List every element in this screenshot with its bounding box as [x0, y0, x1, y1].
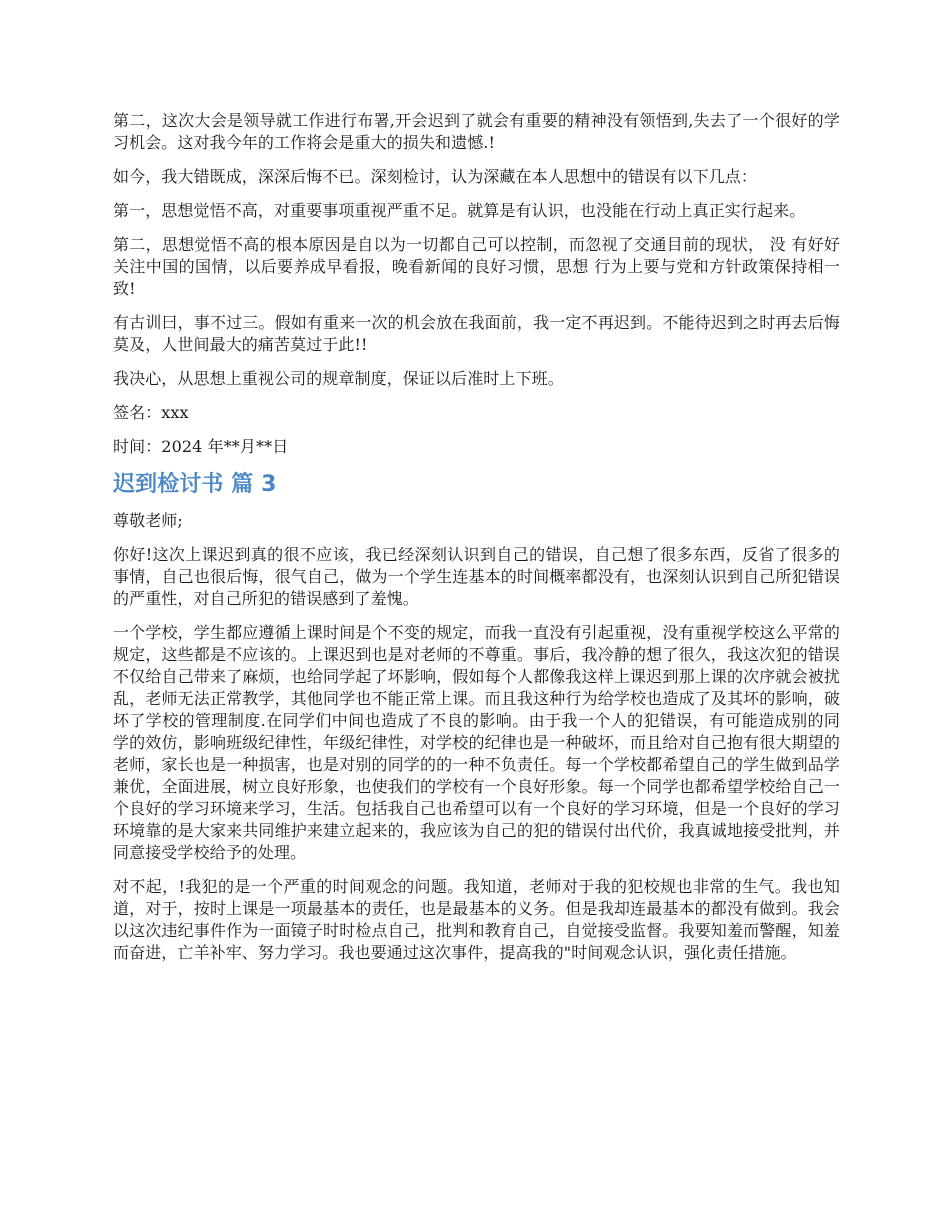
date-line: 时间：2024 年**月**日: [113, 437, 289, 456]
signature-line: 签名：xxx: [113, 403, 189, 422]
paragraph: 第二，思想觉悟不高的根本原因是自以为一切都自己可以控制，而忽视了交通目前的现状， 没 有好好关注中国的国情，以后要养成早看报，晚看新闻的良好习惯，思想 行为上要与党和方针政策保持相一致!: [113, 235, 840, 298]
paragraph: 我决心，从思想上重视公司的规章制度，保证以后准时上下班。: [113, 369, 564, 388]
paragraph: 有古训曰，事不过三。假如有重来一次的机会放在我面前，我一定不再迟到。不能待迟到之时再去后悔莫及，人世间最大的痛苦莫过于此!!: [113, 313, 840, 354]
section-heading: 迟到检讨书 篇 3: [113, 472, 277, 497]
salutation: 尊敬老师;: [113, 511, 183, 530]
paragraph: 你好!这次上课迟到真的很不应该，我已经深刻认识到自己的错误，自己想了很多东西，反省了很多的事情，自己也很后悔，很气自己，做为一个学生连基本的时间概率都没有，也深刻认识到自己所犯错误的严重性，对自己所犯的错误感到了羞愧。: [113, 545, 840, 608]
document-page: [113, 110, 840, 976]
paragraph: 第二，这次大会是领导就工作进行布署,开会迟到了就会有重要的精神没有领悟到,失去了一个很好的学习机会。这对我今年的工作将会是重大的损失和遗憾.!: [113, 111, 840, 152]
paragraph: 第一，思想觉悟不高，对重要事项重视严重不足。就算是有认识，也没能在行动上真正实行起来。: [113, 201, 806, 220]
paragraph: 一个学校，学生都应遵循上课时间是个不变的规定，而我一直没有引起重视，没有重视学校这么平常的规定，这些都是不应该的。上课迟到也是对老师的不尊重。事后，我冷静的想了很久，我这次犯的错误不仅给自己带来了麻烦，也给同学起了坏影响，假如每个人都像我这样上课迟到那上课的次序就会被扰乱，老师无法正常教学，其他同学也不能正常上课。而且我这种行为给学校也造成了及其坏的影响，破坏了学校的管理制度.在同学们中间也造成了不良的影响。由于我一个人的犯错误，有可能造成别的同学的效仿，影响班级纪律性，年级纪律性，对学校的纪律也是一种破坏，而且给对自己抱有很大期望的老师，家长也是一种损害，也是对别的同学的的一种不负责任。每一个学校都希望自己的学生做到品学兼优，全面进展，树立良好形象，也使我们的学校有一个良好形象。每一个同学也都希望学校给自己一个良好的学习环境来学习，生活。包括我自己也希望可以有一个良好的学习环境，但是一个良好的学习环境靠的是大家来共同维护来建立起来的，我应该为自己的犯的错误付出代价，我真诚地接受批判，并同意接受学校给予的处理。: [113, 623, 840, 862]
paragraph: 如今，我大错既成，深深后悔不已。深刻检讨，认为深藏在本人思想中的错误有以下几点：: [113, 167, 758, 186]
paragraph: 对不起，!我犯的是一个严重的时间观念的问题。我知道，老师对于我的犯校规也非常的生气。我也知道，对于，按时上课是一项最基本的责任，也是最基本的义务。但是我却连最基本的都没有做到。我会以这次违纪事件作为一面镜子时时检点自己，批判和教育自己，自觉接受监督。我要知羞而警醒，知羞而奋进，亡羊补牢、努力学习。我也要通过这次事件，提高我的"时间观念认识，强化责任措施。: [113, 877, 840, 962]
